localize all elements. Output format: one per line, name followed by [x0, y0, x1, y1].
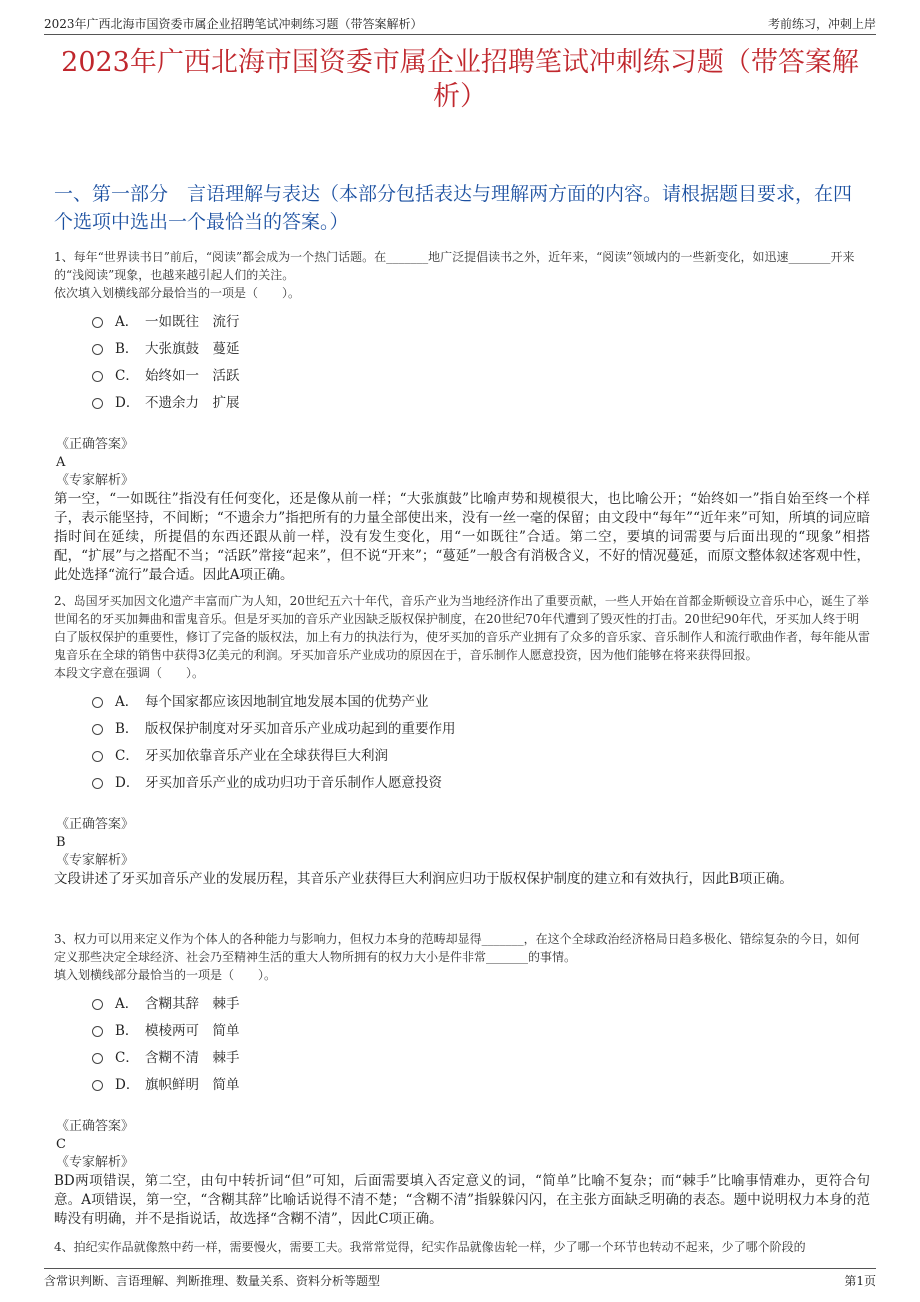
- analysis-label: 《专家解析》: [56, 1155, 135, 1170]
- radio-icon[interactable]: [92, 371, 103, 382]
- page-title: 2023年广西北海市国资委市属企业招聘笔试冲刺练习题（带答案解析）: [61, 47, 859, 112]
- footer-note: 含常识判断、言语理解、判断推理、数量关系、资料分析等题型: [44, 1273, 381, 1288]
- option-a[interactable]: [92, 988, 870, 1015]
- radio-icon[interactable]: [92, 1026, 103, 1037]
- answer-label: 《正确答案》: [56, 1119, 135, 1134]
- option-b[interactable]: [92, 333, 870, 360]
- option-text: 牙买加依靠音乐产业在全球获得巨大利润: [145, 747, 388, 764]
- option-c[interactable]: [92, 1042, 870, 1069]
- analysis-label: 《专家解析》: [56, 473, 135, 488]
- option-letter: A．: [115, 693, 139, 710]
- option-letter: A．: [115, 313, 139, 330]
- option-text: 一如既往 流行: [145, 313, 240, 330]
- answer-value: B: [56, 835, 66, 850]
- option-text: 模棱两可 简单: [145, 1022, 240, 1039]
- option-text: 每个国家都应该因地制宜地发展本国的优势产业: [145, 693, 429, 710]
- option-text: 牙买加音乐产业的成功归功于音乐制作人愿意投资: [145, 774, 442, 791]
- question-prompt: 填入划横线部分最恰当的一项是（ ）。: [54, 968, 277, 982]
- option-letter: C．: [115, 747, 139, 764]
- option-letter: B．: [115, 720, 139, 737]
- option-list: [92, 306, 870, 414]
- radio-icon[interactable]: [92, 344, 103, 355]
- radio-icon[interactable]: [92, 778, 103, 789]
- question-text: 4、拍纪实作品就像熬中药一样，需要慢火，需要工夫。我常常觉得，纪实作品就像齿轮一样，少了哪一个环节也转动不起来，少了哪个阶段的: [54, 1240, 806, 1254]
- option-text: 旗帜鲜明 简单: [145, 1076, 240, 1093]
- radio-icon[interactable]: [92, 999, 103, 1010]
- page-number: 第1页: [844, 1273, 876, 1288]
- answer-value: A: [56, 455, 66, 470]
- option-text: 含糊其辞 棘手: [145, 995, 240, 1012]
- option-letter: D．: [115, 394, 140, 411]
- question-text: 3、权力可以用来定义作为个体人的各种能力与影响力，但权力本身的范畴却显得_______，在这个全球政治经济格局日趋多极化、错综复杂的今日，如何定义那些决定全球经济、社会乃至精神生活的重大人物所拥有的权力大小是件非常_______的事情。: [54, 932, 860, 964]
- question-prompt: 依次填入划横线部分最恰当的一项是（ ）。: [54, 286, 301, 300]
- radio-icon[interactable]: [92, 751, 103, 762]
- option-c[interactable]: [92, 740, 870, 767]
- radio-icon[interactable]: [92, 697, 103, 708]
- question-prompt: 本段文字意在强调（ ）。: [54, 666, 205, 680]
- option-letter: B．: [115, 340, 139, 357]
- question-list: [54, 248, 870, 1256]
- question-1: [54, 248, 870, 583]
- option-letter: D．: [115, 774, 140, 791]
- option-b[interactable]: [92, 713, 870, 740]
- answer-value: C: [56, 1137, 66, 1152]
- option-letter: D．: [115, 1076, 140, 1093]
- option-letter: A．: [115, 995, 139, 1012]
- answer-label: 《正确答案》: [56, 437, 135, 452]
- analysis-label: 《专家解析》: [56, 853, 135, 868]
- question-text: 1、每年“世界读书日”前后，“阅读”都会成为一个热门话题。在_______地广泛提倡读书之外，近年来，“阅读”领域内的一些新变化，如迅速_______开来的“浅阅读”现象，也越来越引起人们的关注。: [54, 250, 855, 282]
- option-text: 不遗余力 扩展: [145, 394, 240, 411]
- option-text: 始终如一 活跃: [145, 367, 240, 384]
- option-a[interactable]: [92, 686, 870, 713]
- option-text: 版权保护制度对牙买加音乐产业成功起到的重要作用: [145, 720, 456, 737]
- option-letter: C．: [115, 1049, 139, 1066]
- option-d[interactable]: [92, 387, 870, 414]
- option-d[interactable]: [92, 1069, 870, 1096]
- analysis-text: BD两项错误，第二空，由句中转折词“但”可知，后面需要填入否定意义的词，“简单”比喻不复杂；而“棘手”比喻事情难办，更符合句意。A项错误，第一空，“含糊其辞”比喻话说得不清不楚；“含糊不清”指躲躲闪闪，在主张方面缺乏明确的表态。题中说明权力本身的范畴没有明确，并不是指说话，故选择“含糊不清”，因此C项正确。: [54, 1173, 870, 1227]
- option-list: [92, 988, 870, 1096]
- page-header: [44, 10, 876, 35]
- header-doc-title: 2023年广西北海市国资委市属企业招聘笔试冲刺练习题（带答案解析）: [44, 17, 423, 31]
- radio-icon[interactable]: [92, 317, 103, 328]
- option-text: 大张旗鼓 蔓延: [145, 340, 240, 357]
- option-c[interactable]: [92, 360, 870, 387]
- radio-icon[interactable]: [92, 398, 103, 409]
- option-text: 含糊不清 棘手: [145, 1049, 240, 1066]
- option-a[interactable]: [92, 306, 870, 333]
- option-list: [92, 686, 870, 794]
- analysis-text: 第一空，“一如既往”指没有任何变化，还是像从前一样；“大张旗鼓”比喻声势和规模很大，也比喻公开；“始终如一”指自始至终一个样子，表示能坚持，不间断；“不遗余力”指把所有的力量全部使出来，没有一丝一毫的保留；由文段中“每年”“近年来”可知，所填的词应暗指时间在延续，所提倡的东西还跟从前一样，没有发生变化，用“一如既往”合适。第二空，要填的词需要与后面出现的“现象”相搭配，“扩展”与之搭配不当；“活跃”常接“起来”，但不说“开来”；“蔓延”一般含有消极含义，不好的情况蔓延，而原文整体叙述客观中性，此处选择“流行”最合适。因此A项正确。: [54, 491, 870, 583]
- header-slogan: 考前练习，冲刺上岸: [767, 17, 876, 31]
- option-d[interactable]: [92, 767, 870, 794]
- page-footer: [44, 1268, 876, 1291]
- question-2: [54, 592, 870, 928]
- radio-icon[interactable]: [92, 724, 103, 735]
- option-b[interactable]: [92, 1015, 870, 1042]
- radio-icon[interactable]: [92, 1080, 103, 1091]
- answer-label: 《正确答案》: [56, 817, 135, 832]
- question-3: [54, 930, 870, 1230]
- option-letter: B．: [115, 1022, 139, 1039]
- section-heading: 一、第一部分 言语理解与表达（本部分包括表达与理解两方面的内容。请根据题目要求，在四个选项中选出一个最恰当的答案。）: [54, 183, 853, 233]
- radio-icon[interactable]: [92, 1053, 103, 1064]
- question-4: [54, 1238, 870, 1256]
- option-letter: C．: [115, 367, 139, 384]
- question-text: 2、岛国牙买加因文化遗产丰富而广为人知，20世纪五六十年代，音乐产业为当地经济作出了重要贡献，一些人开始在首都金斯顿设立音乐中心，诞生了举世闻名的牙买加舞曲和雷鬼音乐。但是牙买加的音乐产业因缺乏版权保护制度，在20世纪70年代遭到了毁灭性的打击。20世纪90年代，牙买加人终于明白了版权保护的重要性，修订了完备的版权法，加上有力的执法行为，使牙买加的音乐产业拥有了众多的音乐家、音乐制作人和流行歌曲作者，每年能从雷鬼音乐在全球的销售中获得3亿美元的利润。牙买加音乐产业成功的原因在于，音乐制作人愿意投资，因为他们能够在将来获得回报。: [54, 594, 871, 662]
- analysis-text: 文段讲述了牙买加音乐产业的发展历程，其音乐产业获得巨大利润应归功于版权保护制度的建立和有效执行，因此B项正确。: [54, 871, 793, 887]
